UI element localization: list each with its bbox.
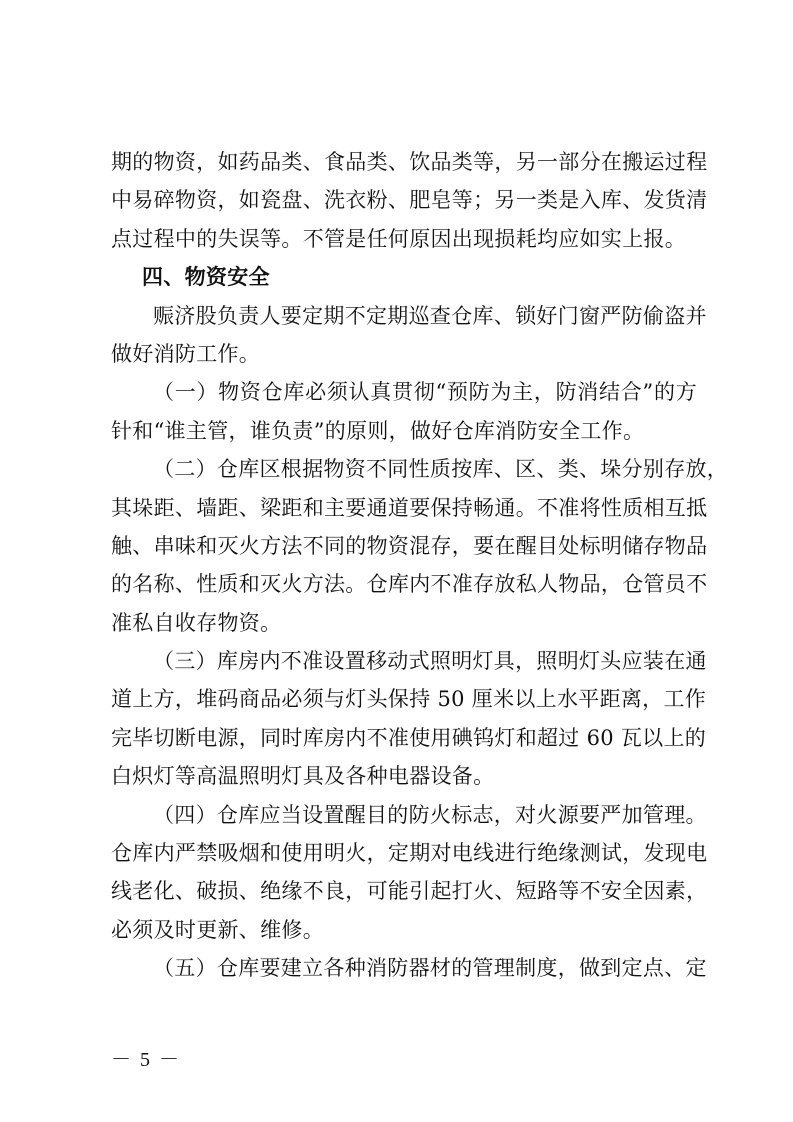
- text-line: 其垛距、墙距、梁距和主要通道要保持畅通。不准将性质相互抵: [111, 495, 708, 520]
- text-line: 仓库内严禁吸烟和使用明火，定期对电线进行绝缘测试，发现电: [111, 841, 708, 866]
- intro-paragraph: [111, 297, 707, 374]
- item-5-paragraph: [111, 949, 707, 987]
- text-line: 白炽灯等高温照明灯具及各种电器设备。: [111, 764, 495, 789]
- body-text: [111, 143, 729, 988]
- text-line: 道上方，堆码商品必须与灯头保持 50 厘米以上水平距离，工作: [111, 687, 707, 712]
- text-line: （四）仓库应当设置醒目的防火标志，对火源要严加管理。: [153, 802, 707, 827]
- text-line: （二）仓库区根据物资不同性质按库、区、类、垛分别存放，: [153, 457, 729, 482]
- text-line: （一）物资仓库必须认真贯彻“预防为主，防消结合”的方: [153, 380, 697, 405]
- text-line: 点过程中的失误等。不管是任何原因出现损耗均应如实上报。: [111, 226, 687, 251]
- text-line: 的名称、性质和灭火方法。仓库内不准存放私人物品，仓管员不: [111, 572, 708, 597]
- text-line: 触、串味和灭火方法不同的物资混存，要在醒目处标明储存物品: [111, 533, 708, 558]
- text-line: 针和“谁主管，谁负责”的原则，做好仓库消防安全工作。: [111, 418, 645, 443]
- section-heading: 四、物资安全: [142, 265, 270, 290]
- text-line: 做好消防工作。: [111, 341, 261, 366]
- text-line: 完毕切断电源，同时库房内不准使用碘钨灯和超过 60 瓦以上的: [111, 725, 707, 750]
- page-number: － 5 －: [111, 1049, 181, 1071]
- text-line: 期的物资，如药品类、食品类、饮品类等，另一部分在搬运过程: [111, 150, 708, 174]
- text-line: 必须及时更新、维修。: [111, 917, 324, 942]
- item-2-paragraph: [111, 450, 729, 642]
- text-line: 赈济股负责人要定期不定期巡查仓库、锁好门窗严防偷盗并: [153, 303, 707, 328]
- item-4-paragraph: [111, 796, 708, 950]
- text-line: 中易碎物资，如瓷盘、洗衣粉、肥皂等；另一类是入库、发货清: [111, 188, 708, 213]
- text-line: 准私自收存物资。: [111, 610, 282, 635]
- paragraph-continuation: [111, 143, 708, 258]
- item-3-paragraph: [111, 642, 707, 796]
- item-1-paragraph: [111, 373, 697, 450]
- text-line: 线老化、破损、绝缘不良，可能引起打火、短路等不安全因素，: [111, 879, 708, 904]
- text-line: （三）库房内不准设置移动式照明灯具，照明灯头应装在通: [153, 649, 707, 674]
- text-line: （五）仓库要建立各种消防器材的管理制度，做到定点、定: [153, 956, 707, 981]
